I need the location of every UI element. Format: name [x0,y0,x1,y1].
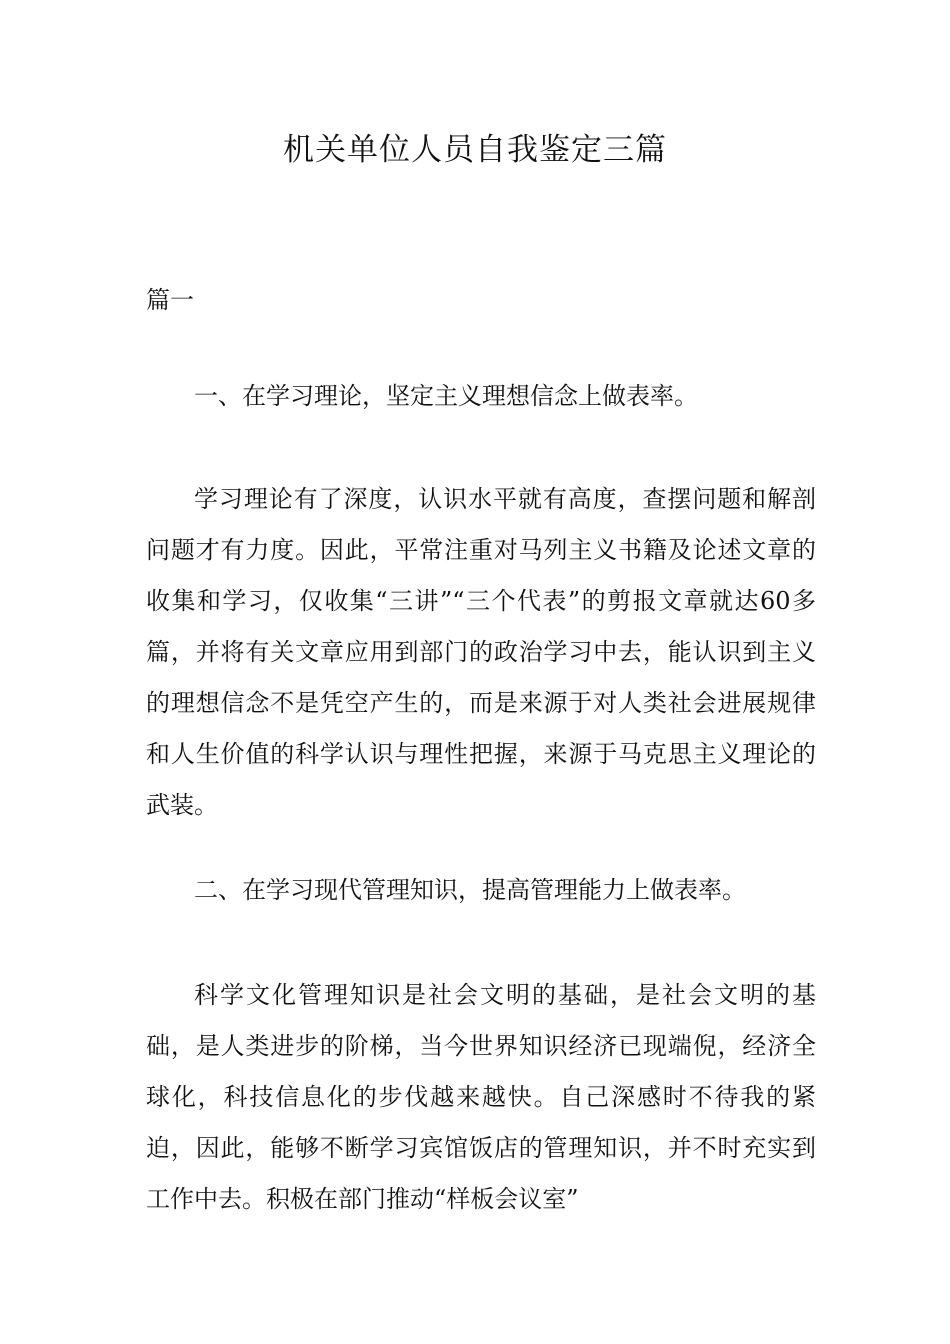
section-heading-2: 二、在学习现代管理知识，提高管理能力上做表率。 [194,876,746,904]
document-title: 机关单位人员自我鉴定三篇 [283,132,667,168]
section-heading-1: 一、在学习理论，坚定主义理想信念上做表率。 [194,382,698,410]
part-label: 篇一 [146,286,194,314]
paragraph-1: 学习理论有了深度，认识水平就有高度，查摆问题和解剖问题才有力度。因此，平常注重对马列主义书籍及论述文章的收集和学习，仅收集“三讲”“三个代表”的剪报文章就达60多篇，并将有关文章应用到部门的政治学习中去，能认识到主义的理想信念不是凭空产生的，而是来源于对人类社会进展规律和人生价值的科学认识与理性把握，来源于马克思主义理论的武装。 [146,485,816,819]
paragraph-2: 科学文化管理知识是社会文明的基础，是社会文明的基础，是人类进步的阶梯，当今世界知识经济已现端倪，经济全球化，科技信息化的步伐越来越快。自己深感时不待我的紧迫，因此，能够不断学习宾馆饭店的管理知识，并不时充实到工作中去。积极在部门推动“样板会议室” [146,981,816,1213]
